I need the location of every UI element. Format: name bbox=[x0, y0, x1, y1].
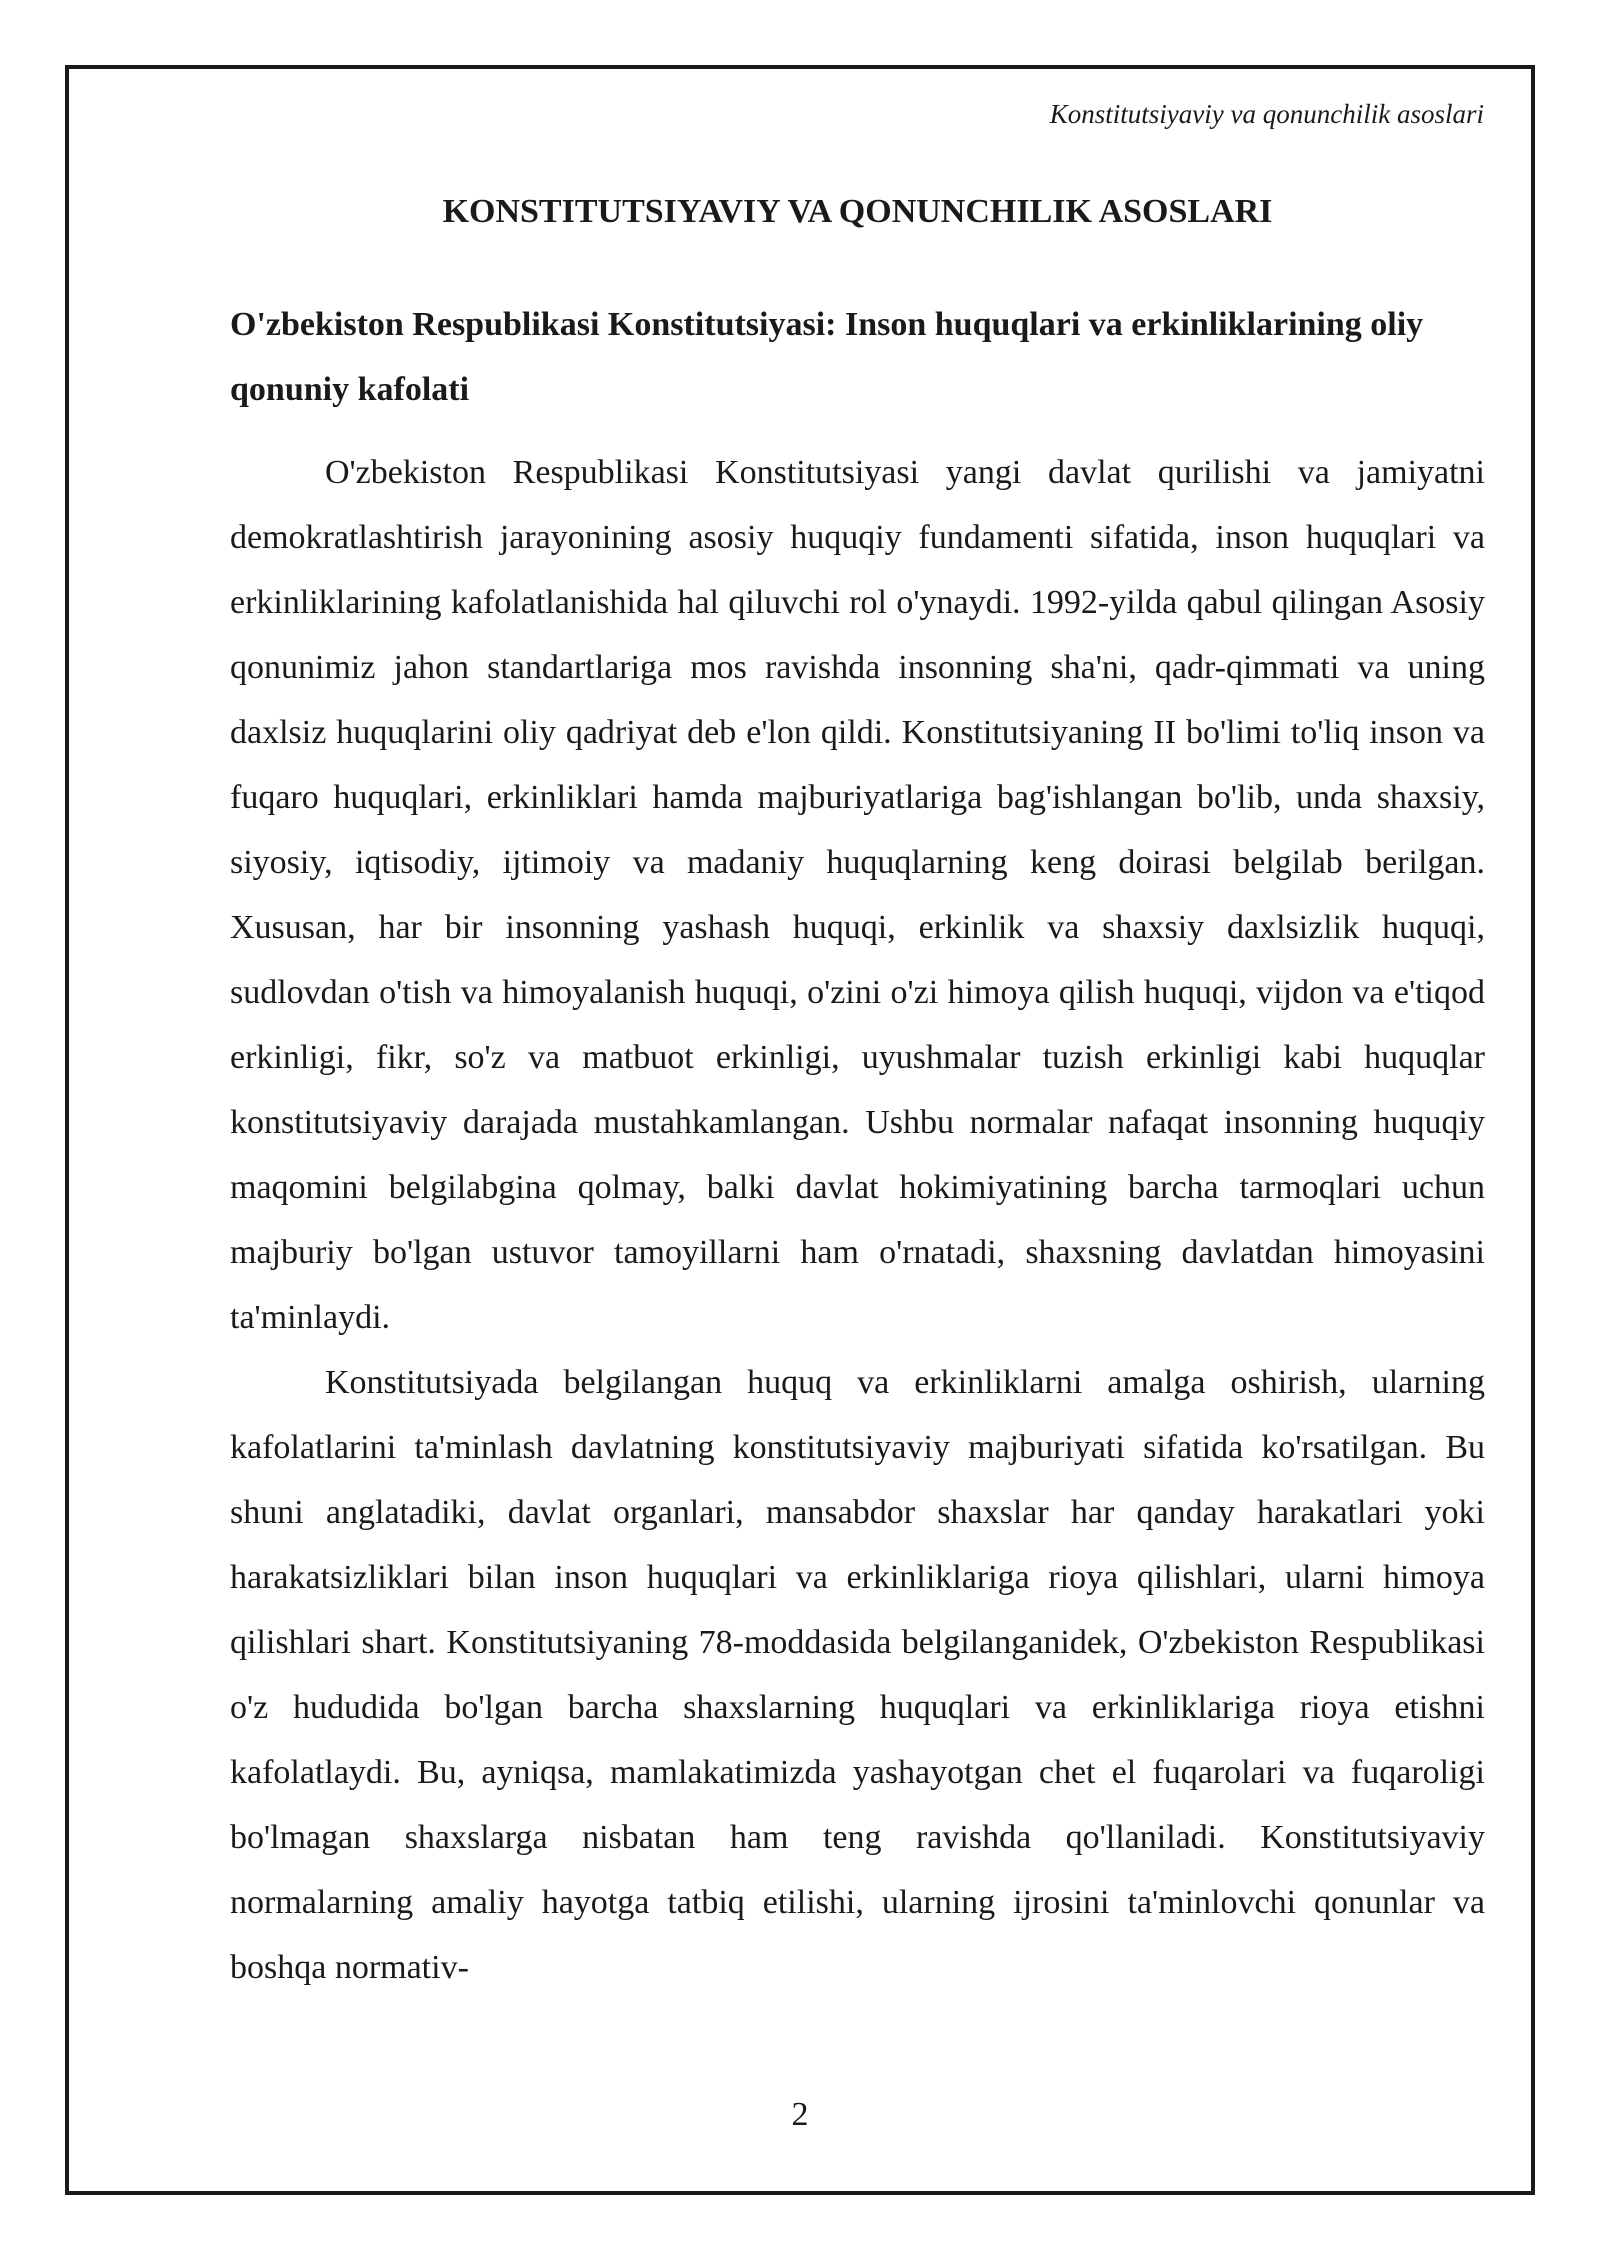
paragraph-2: Konstitutsiyada belgilangan huquq va erkinliklarni amalga oshirish, ularning kafolatlarini ta'minlash davlatning konstitutsiyaviy majburiyati sifatida ko'rsatilgan. Bu shuni anglatadiki, davlat organlari, mansabdor shaxslar har qanday harakatlari yoki harakatsizliklari bilan inson huquqlari va erkinliklariga rioya qilishlari, ularni himoya qilishlari shart. Konstitutsiyaning 78-moddasida belgilanganidek, O'zbekiston Respublikasi o'z hududida bo'lgan barcha shaxslarning huquqlari va erkinliklariga rioya etishni kafolatlaydi. Bu, ayniqsa, mamlakatimizda yashayotgan chet el fuqarolari va fuqaroligi bo'lmagan shaxslarga nisbatan ham teng ravishda qo'llaniladi. Konstitutsiyaviy normalarning amaliy hayotga tatbiq etilishi, ularning ijrosini ta'minlovchi qonunlar va boshqa normativ- bbox=[230, 1364, 1485, 1986]
paragraph-1: O'zbekiston Respublikasi Konstitutsiyasi yangi davlat qurilishi va jamiyatni demokratlashtirish jarayonining asosiy huquqiy fundamenti sifatida, inson huquqlari va erkinliklarining kafolatlanishida hal qiluvchi rol o'ynaydi. 1992-yilda qabul qilingan Asosiy qonunimiz jahon standartlariga mos ravishda insonning sha'ni, qadr-qimmati va uning daxlsiz huquqlarini oliy qadriyat deb e'lon qildi. Konstitutsiyaning II bo'limi to'liq inson va fuqaro huquqlari, erkinliklari hamda majburiyatlariga bag'ishlangan bo'lib, unda shaxsiy, siyosiy, iqtisodiy, ijtimoiy va madaniy huquqlarning keng doirasi belgilab berilgan. Xususan, har bir insonning yashash huquqi, erkinlik va shaxsiy daxlsizlik huquqi, sudlovdan o'tish va himoyalanish huquqi, o'zini o'zi himoya qilish huquqi, vijdon va e'tiqod erkinligi, fikr, so'z va matbuot erkinligi, uyushmalar tuzish erkinligi kabi huquqlar konstitutsiyaviy darajada mustahkamlangan. Ushbu normalar nafaqat insonning huquqiy maqomini belgilabgina qolmay, balki davlat hokimiyatining barcha tarmoqlari uchun majburiy bo'lgan ustuvor tamoyillarni ham o'rnatadi, shaxsning davlatdan himoyasini ta'minlaydi. bbox=[230, 454, 1485, 1336]
document-title: KONSTITUTSIYAVIY VA QONUNCHILIK ASOSLARI bbox=[442, 193, 1273, 230]
section-heading: O'zbekiston Respublikasi Konstitutsiyasi: Inson huquqlari va erkinliklarining oliy qonuniy kafolati bbox=[230, 306, 1424, 408]
page-number: 2 bbox=[791, 2096, 809, 2133]
body-text bbox=[230, 440, 1485, 2000]
running-header: Konstitutsiyaviy va qonunchilik asoslari bbox=[1049, 99, 1484, 129]
